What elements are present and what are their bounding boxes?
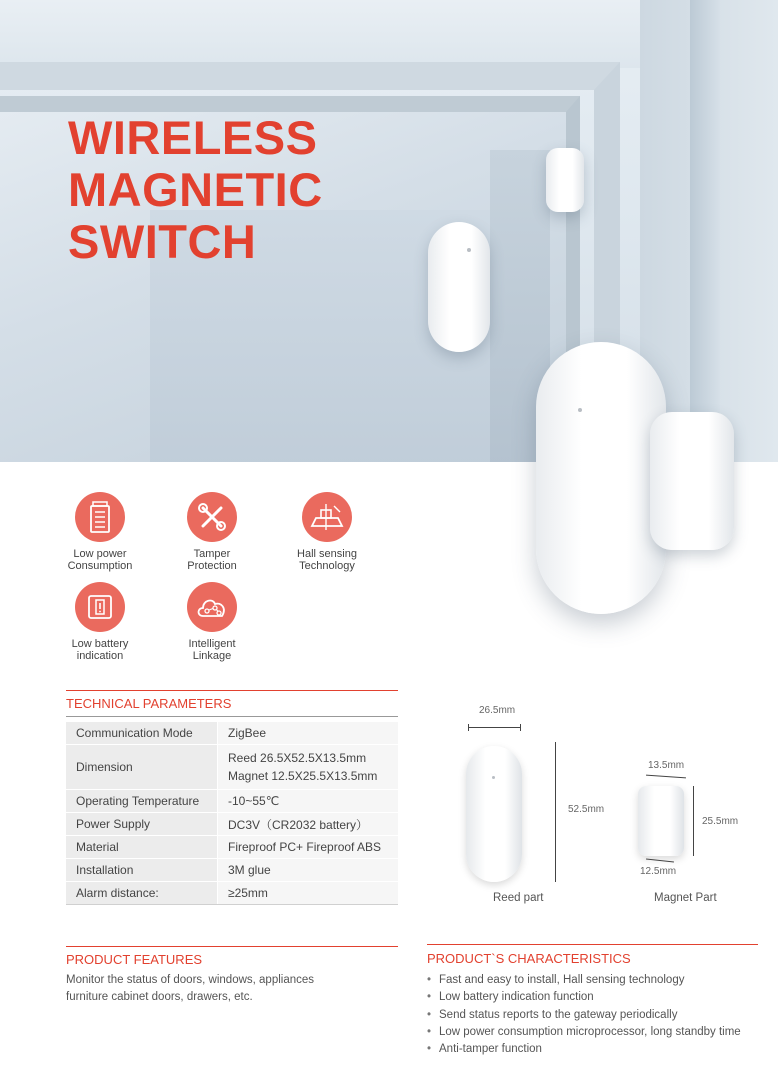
- magnet-on-frame: [546, 148, 584, 212]
- magnet-height-line: [693, 786, 694, 856]
- tech-section-title: TECHNICAL PARAMETERS: [66, 696, 232, 711]
- magnet-bottom-label: 12.5mm: [640, 866, 677, 877]
- param-value: -10~55℃: [218, 790, 399, 813]
- feature-tamper: [157, 492, 267, 572]
- magnet-product-large: [650, 412, 734, 550]
- tech-top-rule: [66, 690, 398, 691]
- param-key: Material: [66, 836, 218, 859]
- table-row: [66, 882, 398, 905]
- magnet-part-drawing: [638, 786, 684, 856]
- feature-low-battery: [45, 582, 155, 662]
- table-row: [66, 836, 398, 859]
- battery-icon: [75, 492, 125, 542]
- product-features-title: PRODUCT FEATURES: [66, 952, 203, 967]
- list-item: • Send status reports to the gateway periodically: [427, 1007, 741, 1024]
- table-row: [66, 859, 398, 882]
- tech-parameters-table: [66, 722, 398, 905]
- feature-label: Low battery indication: [71, 638, 129, 662]
- param-value: 3M glue: [218, 859, 399, 882]
- tick: [468, 724, 469, 731]
- feature-low-power: [45, 492, 155, 572]
- product-features-text: Monitor the status of doors, windows, appliances furniture cabinet doors, drawers, etc.: [66, 974, 315, 1003]
- list-item: • Low power consumption microprocessor, long standby time: [427, 1024, 741, 1041]
- table-row: [66, 722, 398, 745]
- door-edge: [690, 0, 720, 462]
- characteristics-top-rule: [427, 944, 758, 945]
- param-value: Fireproof PC+ Fireproof ABS: [218, 836, 399, 859]
- feature-label: Intelligent Linkage: [188, 638, 236, 662]
- title-line-3: SWITCH: [68, 215, 257, 268]
- param-key: Installation: [66, 859, 218, 882]
- param-value: ZigBee: [218, 722, 399, 745]
- reed-caption: Reed part: [493, 892, 544, 904]
- table-row: [66, 813, 398, 836]
- tick: [520, 724, 521, 731]
- title-line-2: MAGNETIC: [68, 163, 323, 216]
- sensor-on-frame: [428, 222, 490, 352]
- reed-width-label: 26.5mm: [479, 705, 516, 716]
- list-item: • Anti-tamper function: [427, 1041, 741, 1058]
- table-row: [66, 745, 398, 790]
- tech-bottom-rule: [66, 904, 398, 905]
- feature-hall-sensing: [272, 492, 382, 572]
- param-key: Communication Mode: [66, 722, 218, 745]
- reed-width-line: [468, 727, 521, 728]
- reed-part-drawing: [466, 746, 522, 882]
- param-key: Alarm distance:: [66, 882, 218, 905]
- reed-height-line: [555, 742, 556, 882]
- page-title: [68, 112, 323, 268]
- feature-label: Tamper Protection: [187, 548, 237, 572]
- param-key: Operating Temperature: [66, 790, 218, 813]
- characteristics-list: [427, 972, 741, 1058]
- magnet-top-label: 13.5mm: [648, 760, 685, 771]
- table-row: [66, 790, 398, 813]
- param-value: DC3V（CR2032 battery）: [218, 813, 399, 836]
- param-value: ≥25mm: [218, 882, 399, 905]
- sensor-product-large: [536, 342, 666, 614]
- feature-label: Hall sensing Technology: [297, 548, 357, 572]
- param-key: Dimension: [66, 745, 218, 790]
- features-top-rule: [66, 946, 398, 947]
- magnet-caption: Magnet Part: [654, 892, 717, 904]
- param-value: Reed 26.5X52.5X13.5mm Magnet 12.5X25.5X13.5mm: [218, 745, 399, 790]
- tech-header-rule: [66, 716, 398, 717]
- feature-label: Low power Consumption: [67, 548, 133, 572]
- hall-sensor-icon: [302, 492, 352, 542]
- feature-intelligent-linkage: [157, 582, 267, 662]
- title-line-1: WIRELESS: [68, 111, 318, 164]
- magnet-height-label: 25.5mm: [702, 816, 739, 827]
- characteristics-title: PRODUCT`S CHARACTERISTICS: [427, 951, 631, 966]
- cloud-network-icon: [187, 582, 237, 632]
- magnet-bottom-line: [646, 859, 674, 863]
- param-key: Power Supply: [66, 813, 218, 836]
- reed-height-label: 52.5mm: [568, 804, 605, 815]
- tools-icon: [187, 492, 237, 542]
- magnet-top-line: [646, 775, 686, 779]
- list-item: • Fast and easy to install, Hall sensing technology: [427, 972, 741, 989]
- battery-alert-icon: [75, 582, 125, 632]
- list-item: • Low battery indication function: [427, 989, 741, 1006]
